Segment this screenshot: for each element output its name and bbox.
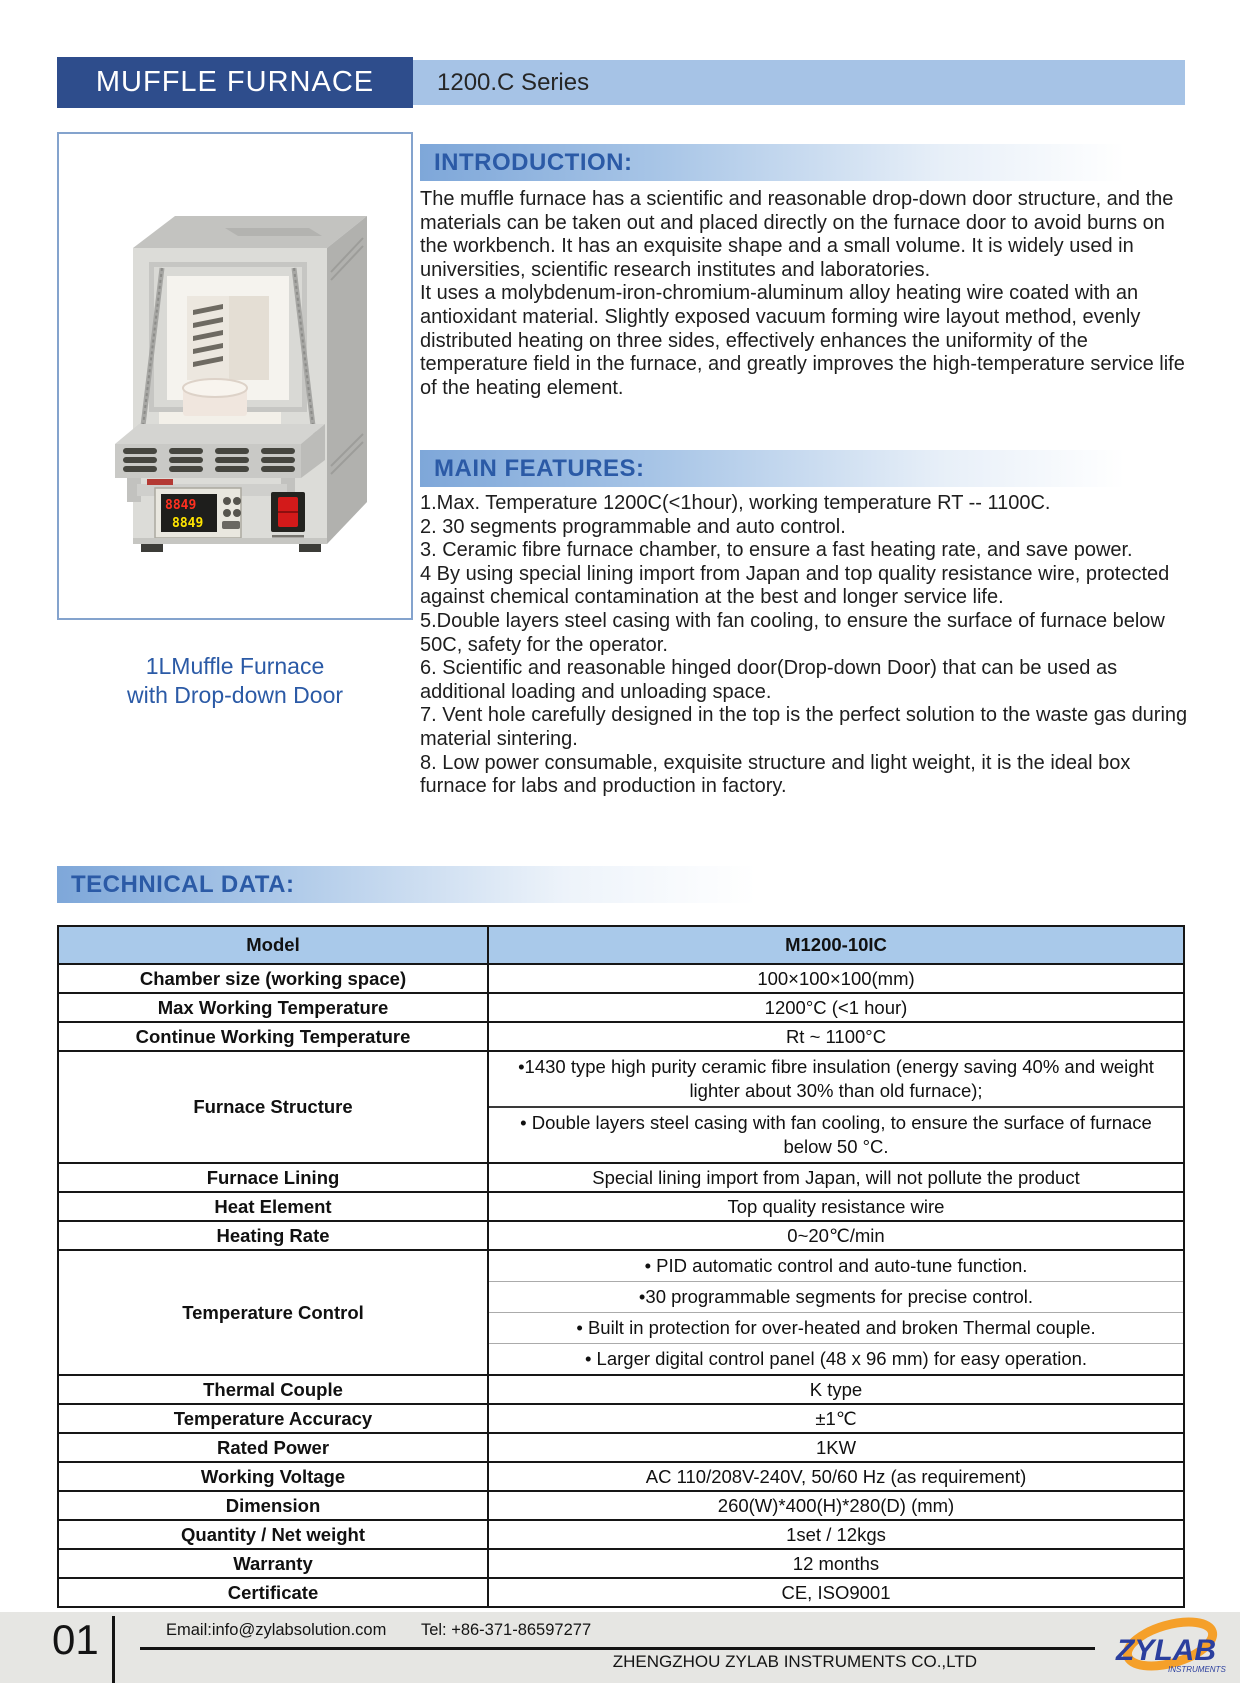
row-value: Rt ~ 1100°C xyxy=(488,1022,1184,1051)
model-label: Model xyxy=(58,926,488,964)
model-value: M1200-10IC xyxy=(488,926,1184,964)
row-label: Certificate xyxy=(58,1578,488,1607)
row-value: 0~20℃/min xyxy=(488,1221,1184,1250)
row-label: Working Voltage xyxy=(58,1462,488,1491)
row-label: Dimension xyxy=(58,1491,488,1520)
table-row xyxy=(58,1491,1184,1520)
introduction-paragraph-2: It uses a molybdenum-iron-chromium-aluminum alloy heating wire coated with an antioxidant material. Slightly exposed vacuum forming wire layout method, evenly distributed heating on three sides, effectively enhances the uniformity of the temperature field in the furnace, and greatly improves the high-temperature service life of the heating element. xyxy=(420,282,1185,399)
product-category-banner xyxy=(57,57,413,108)
feature-item-1: 1.Max. Temperature 1200C(<1hour), working temperature RT -- 1100C. xyxy=(420,492,1051,514)
row-value-group xyxy=(488,1051,1184,1163)
introduction-section-header xyxy=(420,144,1186,181)
furnace-photo-illustration xyxy=(75,176,395,576)
row-value-item: •1430 type high purity ceramic fibre insulation (energy saving 40% and weight lighter about 30% than old furnace); xyxy=(518,1056,1154,1101)
row-value: ±1℃ xyxy=(488,1404,1184,1433)
feature-item-2: 2. 30 segments programmable and auto control. xyxy=(420,515,846,538)
table-row xyxy=(58,1520,1184,1549)
feature-item-7: 7. Vent hole carefully designed in the top is the perfect solution to the waste gas during material sintering. xyxy=(420,704,1188,750)
table-row xyxy=(58,1221,1184,1250)
table-row xyxy=(58,1375,1184,1404)
footer-email: Email:info@zylabsolution.com xyxy=(166,1621,387,1639)
row-label: Heating Rate xyxy=(58,1221,488,1250)
footer-tel: Tel: +86-371-86597277 xyxy=(420,1621,592,1639)
technical-data-table xyxy=(57,925,1185,1608)
row-label: Temperature Control xyxy=(58,1250,488,1375)
footer-vertical-divider xyxy=(112,1616,115,1683)
photo-caption-line1: 1LMuffle Furnace xyxy=(145,653,325,679)
footer-company-name: ZHENGZHOU ZYLAB INSTRUMENTS CO.,LTD xyxy=(612,1652,977,1671)
row-value: 1set / 12kgs xyxy=(488,1520,1184,1549)
footer-horizontal-rule xyxy=(140,1647,1095,1650)
feature-item-5: 5.Double layers steel casing with fan cooling, to ensure the surface of furnace below 50C, safety for the operator. xyxy=(420,609,1165,656)
logo-text: ZYLAB xyxy=(1116,1634,1216,1667)
photo-caption-line2: with Drop-down Door xyxy=(126,682,344,708)
table-row xyxy=(58,1192,1184,1221)
row-label: Chamber size (working space) xyxy=(58,964,488,993)
row-value: 100×100×100(mm) xyxy=(488,964,1184,993)
row-label: Furnace Lining xyxy=(58,1163,488,1192)
page-number: 01 xyxy=(52,1616,99,1663)
row-value-item: •30 programmable segments for precise control. xyxy=(489,1281,1183,1312)
feature-item-8: 8. Low power consumable, exquisite structure and light weight, it is the ideal box furnace for labs and production in factory. xyxy=(420,751,1131,798)
series-banner xyxy=(413,60,1185,105)
series-title: 1200.C Series xyxy=(437,68,590,96)
table-row xyxy=(58,1433,1184,1462)
photo-caption xyxy=(57,652,413,710)
row-label: Warranty xyxy=(58,1549,488,1578)
table-row xyxy=(58,1051,1184,1163)
footer-contact xyxy=(166,1621,591,1640)
table-row xyxy=(58,1549,1184,1578)
row-label: Temperature Accuracy xyxy=(58,1404,488,1433)
row-value-item: • Larger digital control panel (48 x 96 mm) for easy operation. xyxy=(489,1343,1183,1374)
row-label: Furnace Structure xyxy=(58,1051,488,1163)
row-label: Thermal Couple xyxy=(58,1375,488,1404)
table-row xyxy=(58,1404,1184,1433)
feature-item-3: 3. Ceramic fibre furnace chamber, to ensure a fast heating rate, and save power. xyxy=(420,539,1133,562)
row-value: CE, ISO9001 xyxy=(488,1578,1184,1607)
table-row xyxy=(58,1163,1184,1192)
product-photo-frame xyxy=(57,132,413,620)
led-display-bottom: 8849 xyxy=(172,516,204,531)
table-row xyxy=(58,964,1184,993)
features-section-header xyxy=(420,450,1186,487)
row-value: Top quality resistance wire xyxy=(488,1192,1184,1221)
technical-title: TECHNICAL DATA: xyxy=(71,870,295,898)
introduction-paragraph-1: The muffle furnace has a scientific and reasonable drop-down door structure, and the materials can be taken out and placed directly on the furnace door to avoid burns on the workbench. It has an exquisite shape and a small volume. It is widely used in universities, scientific research institutes and laboratories. xyxy=(420,188,1174,281)
table-row xyxy=(58,993,1184,1022)
row-value: K type xyxy=(488,1375,1184,1404)
row-value: 1200°C (<1 hour) xyxy=(488,993,1184,1022)
row-label: Rated Power xyxy=(58,1433,488,1462)
product-category-title: MUFFLE FURNACE xyxy=(95,66,375,98)
feature-item-6: 6. Scientific and reasonable hinged door(Drop-down Door) that can be used as additional loading and unloading space. xyxy=(420,657,1118,703)
technical-section-header xyxy=(57,866,1185,903)
table-row xyxy=(58,1022,1184,1051)
company-logo xyxy=(1112,1614,1236,1680)
table-header-row xyxy=(58,926,1184,964)
logo-subtext: INSTRUMENTS xyxy=(1168,1665,1226,1674)
features-title: MAIN FEATURES: xyxy=(434,454,645,482)
table-row xyxy=(58,1250,1184,1375)
row-value-group xyxy=(488,1250,1184,1375)
introduction-text xyxy=(420,188,1192,400)
row-value-item: • Double layers steel casing with fan cooling, to ensure the surface of furnace below 50 °C. xyxy=(489,1106,1183,1162)
feature-item-4: 4 By using special lining import from Japan and top quality resistance wire, protected against chemical contamination at the best and longer service life. xyxy=(420,562,1170,609)
row-value: AC 110/208V-240V, 50/60 Hz (as requirement) xyxy=(488,1462,1184,1491)
table-row xyxy=(58,1578,1184,1607)
row-label: Heat Element xyxy=(58,1192,488,1221)
table-row xyxy=(58,1462,1184,1491)
led-display-top: 8849 xyxy=(165,498,197,513)
row-value: 260(W)*400(H)*280(D) (mm) xyxy=(488,1491,1184,1520)
row-value-item: • PID automatic control and auto-tune function. xyxy=(644,1255,1028,1276)
row-label: Continue Working Temperature xyxy=(58,1022,488,1051)
row-value: 12 months xyxy=(488,1549,1184,1578)
row-value: 1KW xyxy=(488,1433,1184,1462)
row-value: Special lining import from Japan, will not pollute the product xyxy=(488,1163,1184,1192)
row-label: Max Working Temperature xyxy=(58,993,488,1022)
row-label: Quantity / Net weight xyxy=(58,1520,488,1549)
introduction-title: INTRODUCTION: xyxy=(434,148,633,176)
features-list xyxy=(420,492,1192,799)
row-value-item: • Built in protection for over-heated and broken Thermal couple. xyxy=(489,1312,1183,1343)
